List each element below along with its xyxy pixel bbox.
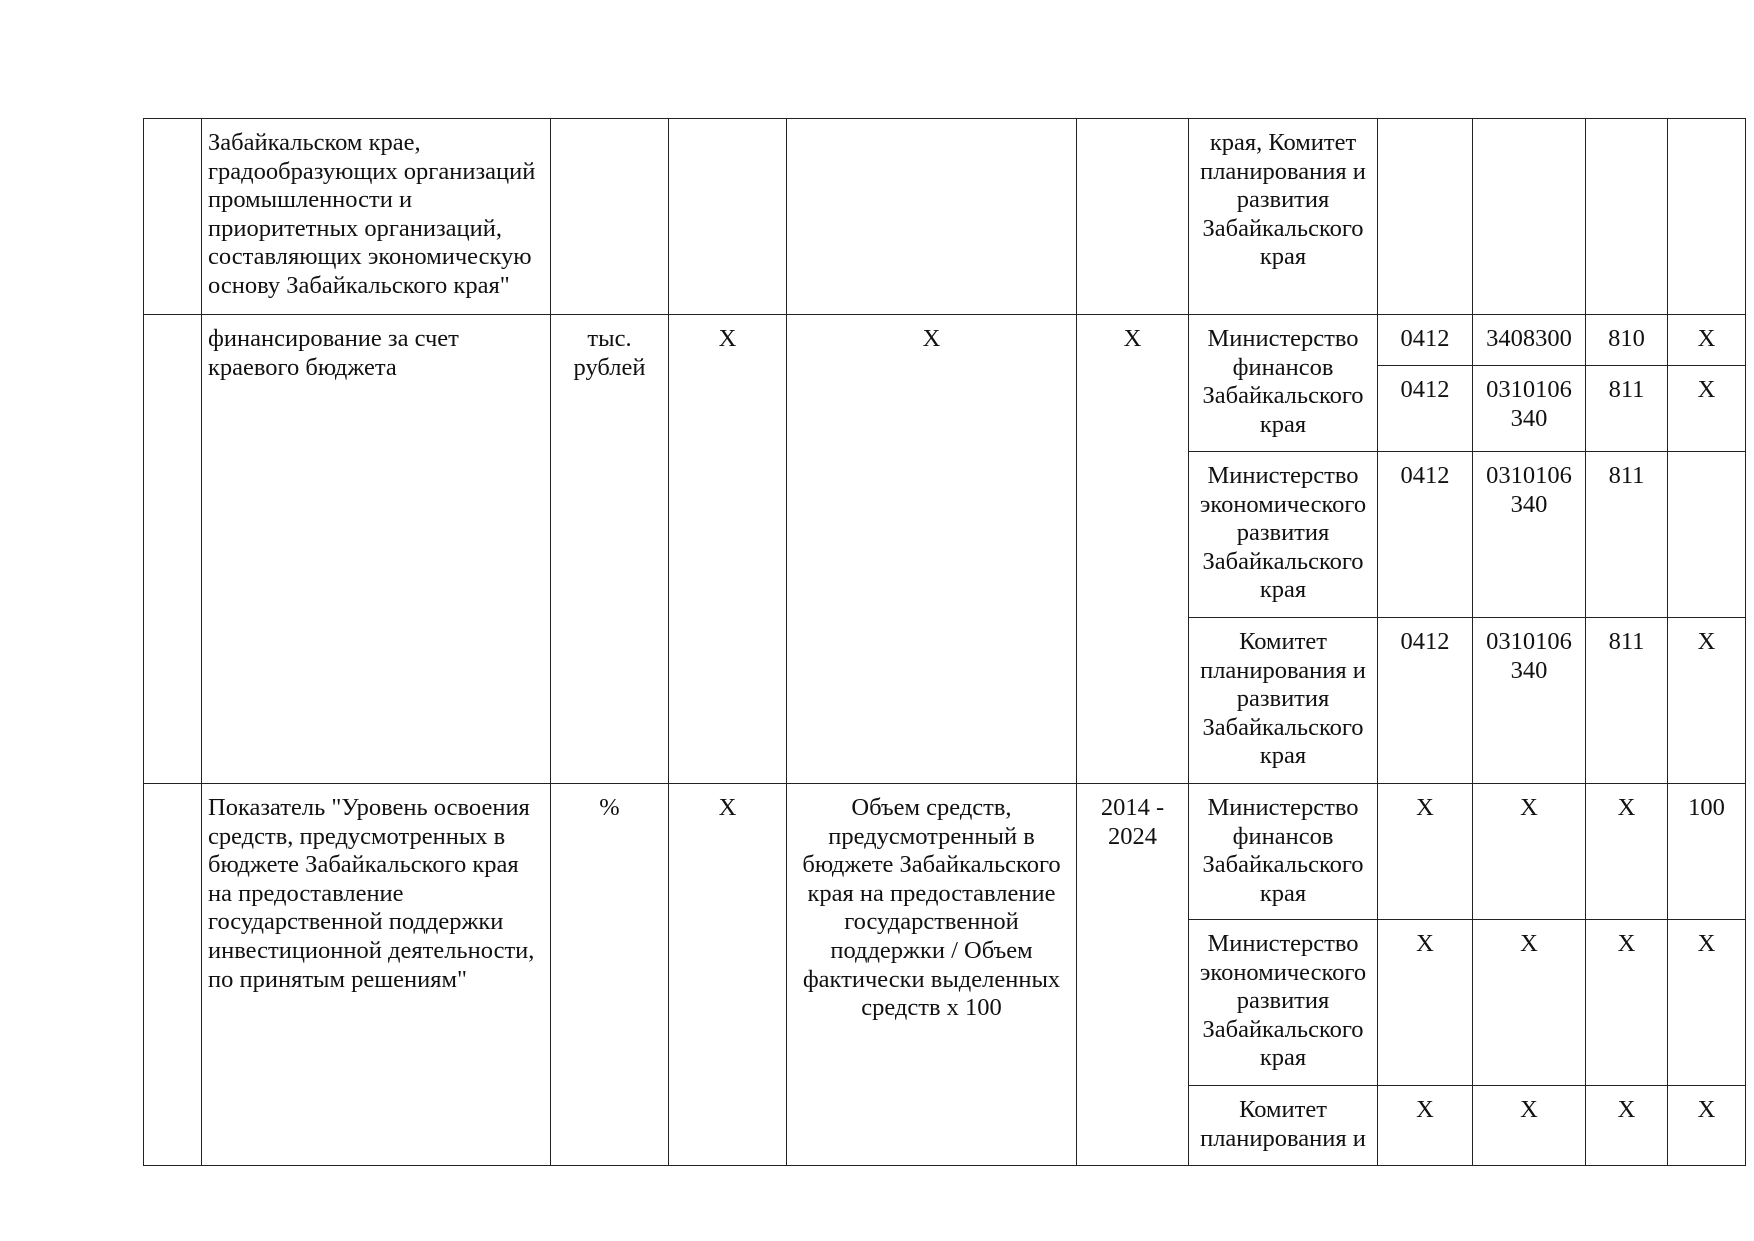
cell-period: X [1077, 315, 1189, 784]
cell-value: 100 [1668, 784, 1746, 920]
cell-code3: X [1586, 1086, 1668, 1166]
cell-code2: 0310106 340 [1473, 366, 1586, 452]
cell-code3: X [1586, 784, 1668, 920]
cell-code2: 0310106 340 [1473, 618, 1586, 784]
cell-code1: X [1378, 920, 1473, 1086]
cell-executor: Министерство финансов Забайкальского края [1189, 784, 1378, 920]
cell-code1: 0412 [1378, 452, 1473, 618]
cell-code3: 811 [1586, 366, 1668, 452]
cell-value: X [1668, 366, 1746, 452]
cell-value: X [1668, 315, 1746, 366]
cell-code3: X [1586, 920, 1668, 1086]
cell-code2 [1473, 119, 1586, 315]
cell-formula [787, 119, 1077, 315]
cell-executor: Министерство экономического развития Забайкальского края [1189, 920, 1378, 1086]
cell-col3: X [669, 315, 787, 784]
cell-executor: Министерство экономического развития Забайкальского края [1189, 452, 1378, 618]
table-row [144, 119, 1746, 315]
cell-code1: 0412 [1378, 366, 1473, 452]
cell-period: 2014 - 2024 [1077, 784, 1189, 1166]
cell-unit: тыс. рублей [551, 315, 669, 784]
cell-formula: Объем средств, предусмотренный в бюджете Забайкальского края на предоставление государственной поддержки / Объем фактически выделенных средств х 100 [787, 784, 1077, 1166]
cell-col3: X [669, 784, 787, 1166]
cell-unit [551, 119, 669, 315]
cell-code3: 810 [1586, 315, 1668, 366]
cell-value [1668, 452, 1746, 618]
cell-number [144, 784, 202, 1166]
cell-value: X [1668, 1086, 1746, 1166]
cell-col3 [669, 119, 787, 315]
program-table [143, 118, 1746, 1166]
cell-value: X [1668, 618, 1746, 784]
cell-code1 [1378, 119, 1473, 315]
cell-code1: 0412 [1378, 618, 1473, 784]
cell-code2: X [1473, 784, 1586, 920]
cell-executor: края, Комитет планирования и развития Забайкальского края [1189, 119, 1378, 315]
cell-code2: 3408300 [1473, 315, 1586, 366]
cell-code3 [1586, 119, 1668, 315]
cell-indicator-name: Забайкальском крае, градообразующих организаций промышленности и приоритетных организаций, составляющих экономическую основу Забайкальского края" [202, 119, 551, 315]
cell-code1: X [1378, 1086, 1473, 1166]
cell-code3: 811 [1586, 618, 1668, 784]
cell-code2: X [1473, 1086, 1586, 1166]
cell-indicator-name: Показатель "Уровень освоения средств, предусмотренных в бюджете Забайкальского края на предоставление государственной поддержки инвестиционной деятельности, по принятым решениям" [202, 784, 551, 1166]
cell-number [144, 315, 202, 784]
cell-executor: Министерство финансов Забайкальского края [1189, 315, 1378, 452]
cell-executor: Комитет планирования и [1189, 1086, 1378, 1166]
cell-number [144, 119, 202, 315]
cell-code1: X [1378, 784, 1473, 920]
table-row [144, 784, 1746, 920]
cell-indicator-name: финансирование за счет краевого бюджета [202, 315, 551, 784]
cell-executor: Комитет планирования и развития Забайкальского края [1189, 618, 1378, 784]
cell-value: X [1668, 920, 1746, 1086]
cell-code2: X [1473, 920, 1586, 1086]
cell-unit: % [551, 784, 669, 1166]
cell-period [1077, 119, 1189, 315]
cell-code3: 811 [1586, 452, 1668, 618]
table-row [144, 315, 1746, 366]
cell-formula: X [787, 315, 1077, 784]
cell-code1: 0412 [1378, 315, 1473, 366]
cell-code2: 0310106 340 [1473, 452, 1586, 618]
cell-value [1668, 119, 1746, 315]
